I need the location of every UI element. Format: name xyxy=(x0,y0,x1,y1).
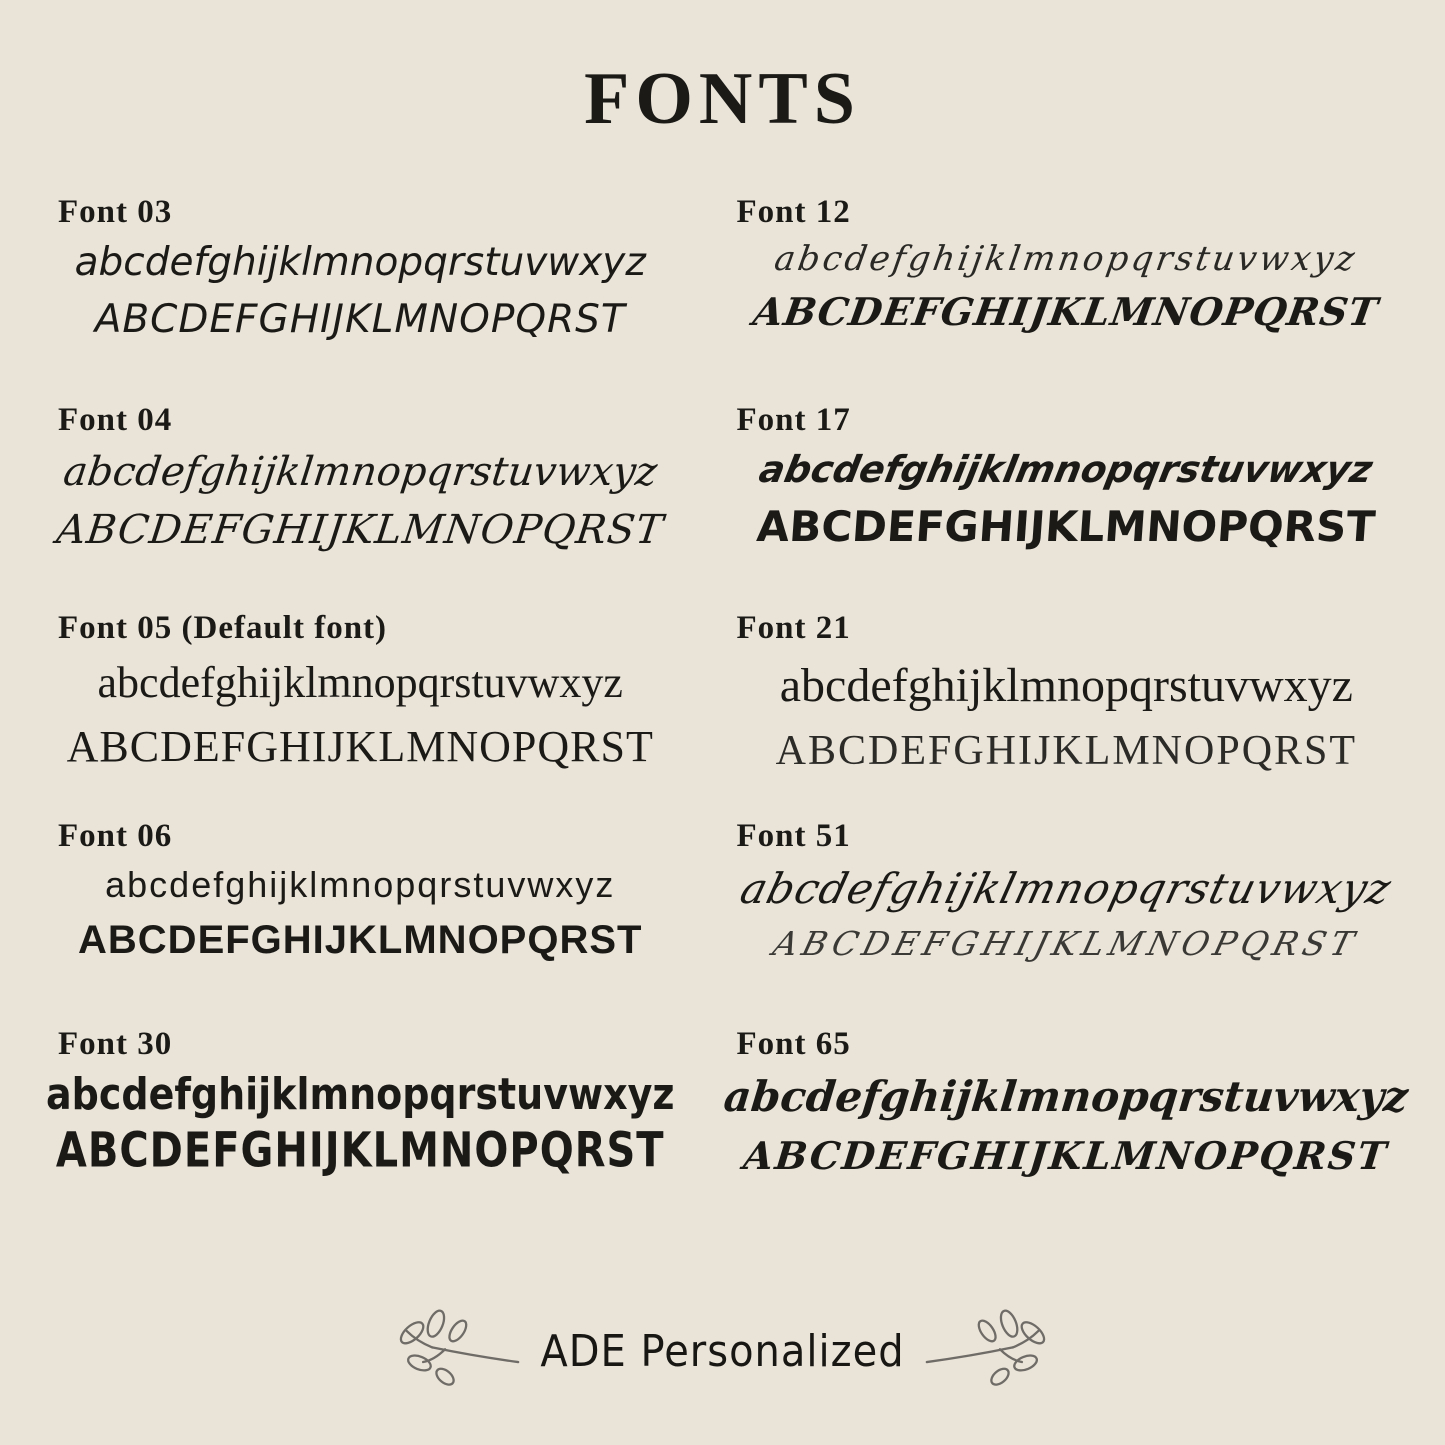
font-65-uppercase-sample: ABCDEFGHIJKLMNOPQRST xyxy=(741,1132,1391,1178)
font-21-lowercase-sample: abcdefghijklmnopqrstuvwxyz xyxy=(779,659,1353,712)
font-label-03: Font 03 xyxy=(58,194,173,230)
font-sample-05 xyxy=(46,610,674,796)
font-17-uppercase-sample: ABCDEFGHIJKLMNOPQRST xyxy=(755,501,1378,551)
font-03-lowercase-sample: abcdefghijklmnopqrstuvwxyz xyxy=(74,240,646,285)
font-65-lowercase-sample: abcdefghijklmnopqrstuvwxyz xyxy=(722,1072,1411,1121)
font-05-lowercase-sample: abcdefghijklmnopqrstuvwxyz xyxy=(97,658,623,707)
font-label-17: Font 17 xyxy=(736,402,851,438)
font-label-06: Font 06 xyxy=(58,818,173,854)
font-03-uppercase-sample: ABCDEFGHIJKLMNOPQRST xyxy=(94,296,626,342)
font-51-lowercase-sample: abcdefghijklmnopqrstuvwxyz xyxy=(736,864,1398,913)
font-label-51: Font 51 xyxy=(736,818,851,854)
font-17-lowercase-sample: abcdefghijklmnopqrstuvwxyz xyxy=(756,448,1377,491)
leaf-branch-icon xyxy=(392,1308,520,1396)
left-column xyxy=(46,194,674,1212)
font-columns xyxy=(0,194,1445,1212)
font-04-uppercase-sample: ABCDEFGHIJKLMNOPQRST xyxy=(54,507,667,553)
font-label-05: Font 05 (Default font) xyxy=(58,610,388,646)
font-51-uppercase-sample: ABCDEFGHIJKLMNOPQRST xyxy=(769,923,1364,963)
font-label-04: Font 04 xyxy=(58,402,173,438)
font-label-30: Font 30 xyxy=(58,1026,173,1062)
title-wrap xyxy=(0,0,1445,140)
font-sample-06 xyxy=(46,818,674,1004)
right-column xyxy=(722,194,1411,1212)
font-label-12: Font 12 xyxy=(736,194,851,230)
font-21-uppercase-sample: ABCDEFGHIJKLMNOPQRST xyxy=(775,727,1358,774)
font-30-uppercase-sample: ABCDEFGHIJKLMNOPQRST xyxy=(55,1123,665,1179)
font-sample-21 xyxy=(724,610,1408,796)
font-04-lowercase-sample: abcdefghijklmnopqrstuvwxyz xyxy=(60,449,660,495)
font-sample-12 xyxy=(724,194,1408,380)
page-title: FONTS xyxy=(584,58,861,140)
font-06-uppercase-sample: ABCDEFGHIJKLMNOPQRST xyxy=(78,918,643,963)
font-sample-17 xyxy=(724,402,1408,588)
font-30-lowercase-sample: abcdefghijklmnopqrstuvwxyz xyxy=(46,1068,675,1120)
font-sample-04 xyxy=(46,402,674,588)
font-12-uppercase-sample: ABCDEFGHIJKLMNOPQRST xyxy=(750,289,1383,335)
font-sample-51 xyxy=(724,818,1408,1004)
brand-name: ADE Personalized xyxy=(540,1327,905,1377)
font-sample-65 xyxy=(722,1026,1411,1212)
font-label-21: Font 21 xyxy=(736,610,851,646)
font-12-lowercase-sample: abcdefghijklmnopqrstuvwxyz xyxy=(772,239,1361,279)
font-05-uppercase-sample: ABCDEFGHIJKLMNOPQRST xyxy=(66,721,654,771)
font-sample-30 xyxy=(46,1026,674,1212)
font-06-lowercase-sample: abcdefghijklmnopqrstuvwxyz xyxy=(105,864,616,905)
font-sample-03 xyxy=(46,194,674,380)
font-label-65: Font 65 xyxy=(736,1026,851,1062)
leaf-branch-icon xyxy=(925,1308,1053,1396)
brand-footer xyxy=(0,1308,1445,1396)
